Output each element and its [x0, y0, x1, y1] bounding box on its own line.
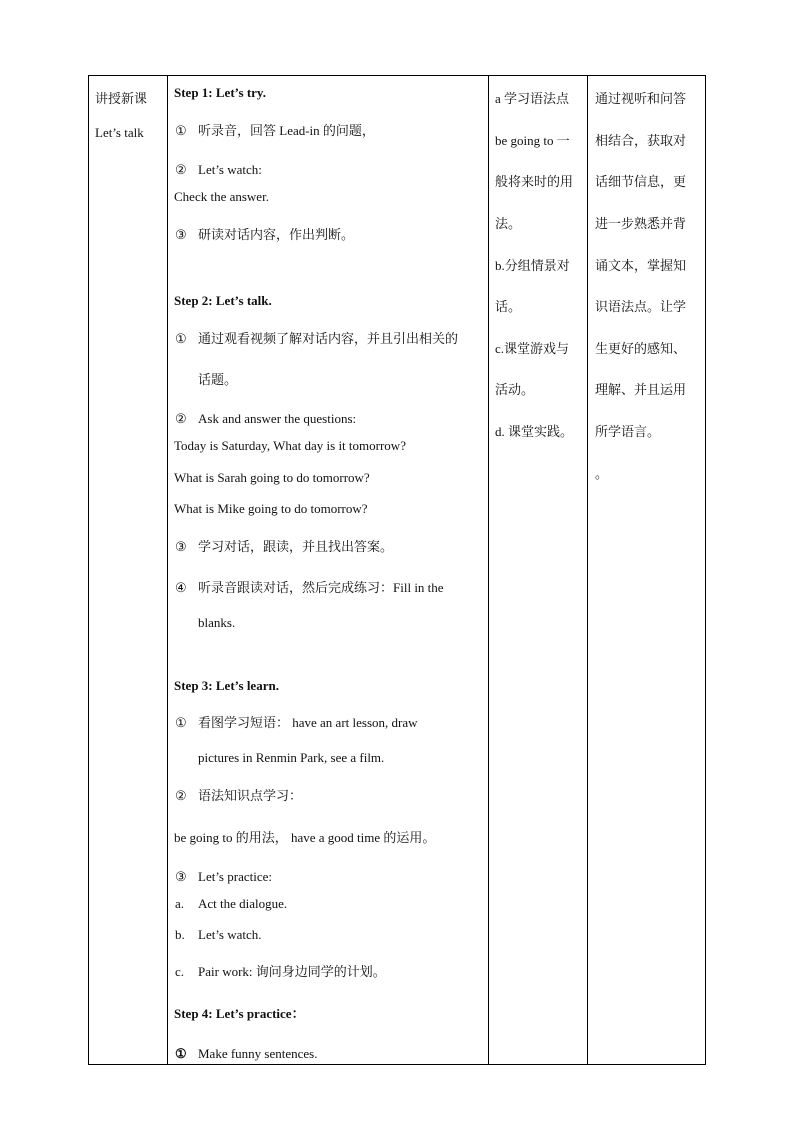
- step4-heading: Step 4: Let’s practice：: [174, 1006, 305, 1021]
- step1-item1-marker: ①: [175, 123, 187, 138]
- step3-heading: Step 3: Let’s learn.: [174, 678, 279, 693]
- purpose-line-10: 。: [595, 466, 609, 481]
- section-title: 讲授新课: [95, 91, 148, 106]
- step2-item3-marker: ③: [175, 539, 187, 554]
- purpose-line-1: 通过视听和问答: [595, 91, 687, 106]
- column-divider-2: [488, 75, 489, 1065]
- purpose-line-8: 理解、并且运用: [595, 382, 687, 397]
- step2-item4-line2: blanks.: [198, 615, 236, 630]
- step1-item2-marker: ②: [175, 162, 187, 177]
- step2-heading: Step 2: Let’s talk.: [174, 293, 272, 308]
- method-line-7: c.课堂游戏与: [495, 341, 570, 356]
- step3-a: Act the dialogue.: [198, 896, 288, 911]
- step3-item2-sub: be going to 的用法， have a good time 的运用。: [174, 830, 436, 845]
- step2-question-3: What is Mike going to do tomorrow?: [174, 501, 368, 516]
- step3-b-marker: b.: [175, 927, 185, 942]
- step3-item3-marker: ③: [175, 869, 187, 884]
- step2-item1-line1: 通过观看视频了解对话内容，并且引出相关的: [198, 331, 459, 346]
- step2-question-1: Today is Saturday, What day is it tomorrow?: [174, 438, 406, 453]
- step2-item2: Ask and answer the questions:: [198, 411, 357, 426]
- step3-item2: 语法知识点学习：: [198, 788, 303, 803]
- method-line-3: 般将来时的用: [495, 174, 574, 189]
- step1-item1: 听录音，回答 Lead-in 的问题，: [198, 123, 375, 138]
- step4-item1: Make funny sentences.: [198, 1046, 318, 1061]
- column-divider-3: [587, 75, 588, 1065]
- step2-item1-line2: 话题。: [198, 372, 238, 387]
- purpose-line-2: 相结合，获取对: [595, 133, 687, 148]
- method-line-8: 活动。: [495, 382, 535, 397]
- purpose-line-3: 话细节信息，更: [595, 174, 687, 189]
- step3-item1-line1: 看图学习短语： have an art lesson, draw: [198, 715, 418, 730]
- step3-b: Let’s watch.: [198, 927, 262, 942]
- method-line-5: b.分组情景对: [495, 258, 570, 273]
- step3-a-marker: a.: [175, 896, 185, 911]
- step1-heading: Step 1: Let’s try.: [174, 85, 266, 100]
- step3-c: Pair work: 询问身边同学的计划。: [198, 964, 386, 979]
- purpose-line-6: 识语法点。让学: [595, 299, 687, 314]
- step1-item2-sub: Check the answer.: [174, 189, 269, 204]
- method-line-4: 法。: [495, 216, 522, 231]
- step4-item1-marker: ①: [175, 1046, 187, 1061]
- method-line-1: a 学习语法点: [495, 91, 570, 106]
- step2-item2-marker: ②: [175, 411, 187, 426]
- step2-item4-marker: ④: [175, 580, 187, 595]
- step3-item1-marker: ①: [175, 715, 187, 730]
- method-line-2: be going to 一: [495, 133, 570, 148]
- method-line-6: 话。: [495, 299, 522, 314]
- purpose-line-4: 进一步熟悉并背: [595, 216, 687, 231]
- step1-item3: 研读对话内容，作出判断。: [198, 227, 355, 242]
- step3-item2-marker: ②: [175, 788, 187, 803]
- purpose-line-5: 诵文本，掌握知: [595, 258, 687, 273]
- step3-item1-line2: pictures in Renmin Park, see a film.: [198, 750, 385, 765]
- method-line-9: d. 课堂实践。: [495, 424, 574, 439]
- step1-item2: Let’s watch:: [198, 162, 262, 177]
- purpose-line-9: 所学语言。: [595, 424, 661, 439]
- step2-item3: 学习对话，跟读，并且找出答案。: [198, 539, 394, 554]
- step2-item4-line1: 听录音跟读对话，然后完成练习：Fill in the: [198, 580, 444, 595]
- step1-item3-marker: ③: [175, 227, 187, 242]
- column-divider-1: [167, 75, 168, 1065]
- step3-c-marker: c.: [175, 964, 185, 979]
- purpose-line-7: 生更好的感知、: [595, 341, 687, 356]
- section-subtitle: Let’s talk: [95, 125, 144, 140]
- step2-item1-marker: ①: [175, 331, 187, 346]
- step3-item3: Let’s practice:: [198, 869, 272, 884]
- step2-question-2: What is Sarah going to do tomorrow?: [174, 470, 370, 485]
